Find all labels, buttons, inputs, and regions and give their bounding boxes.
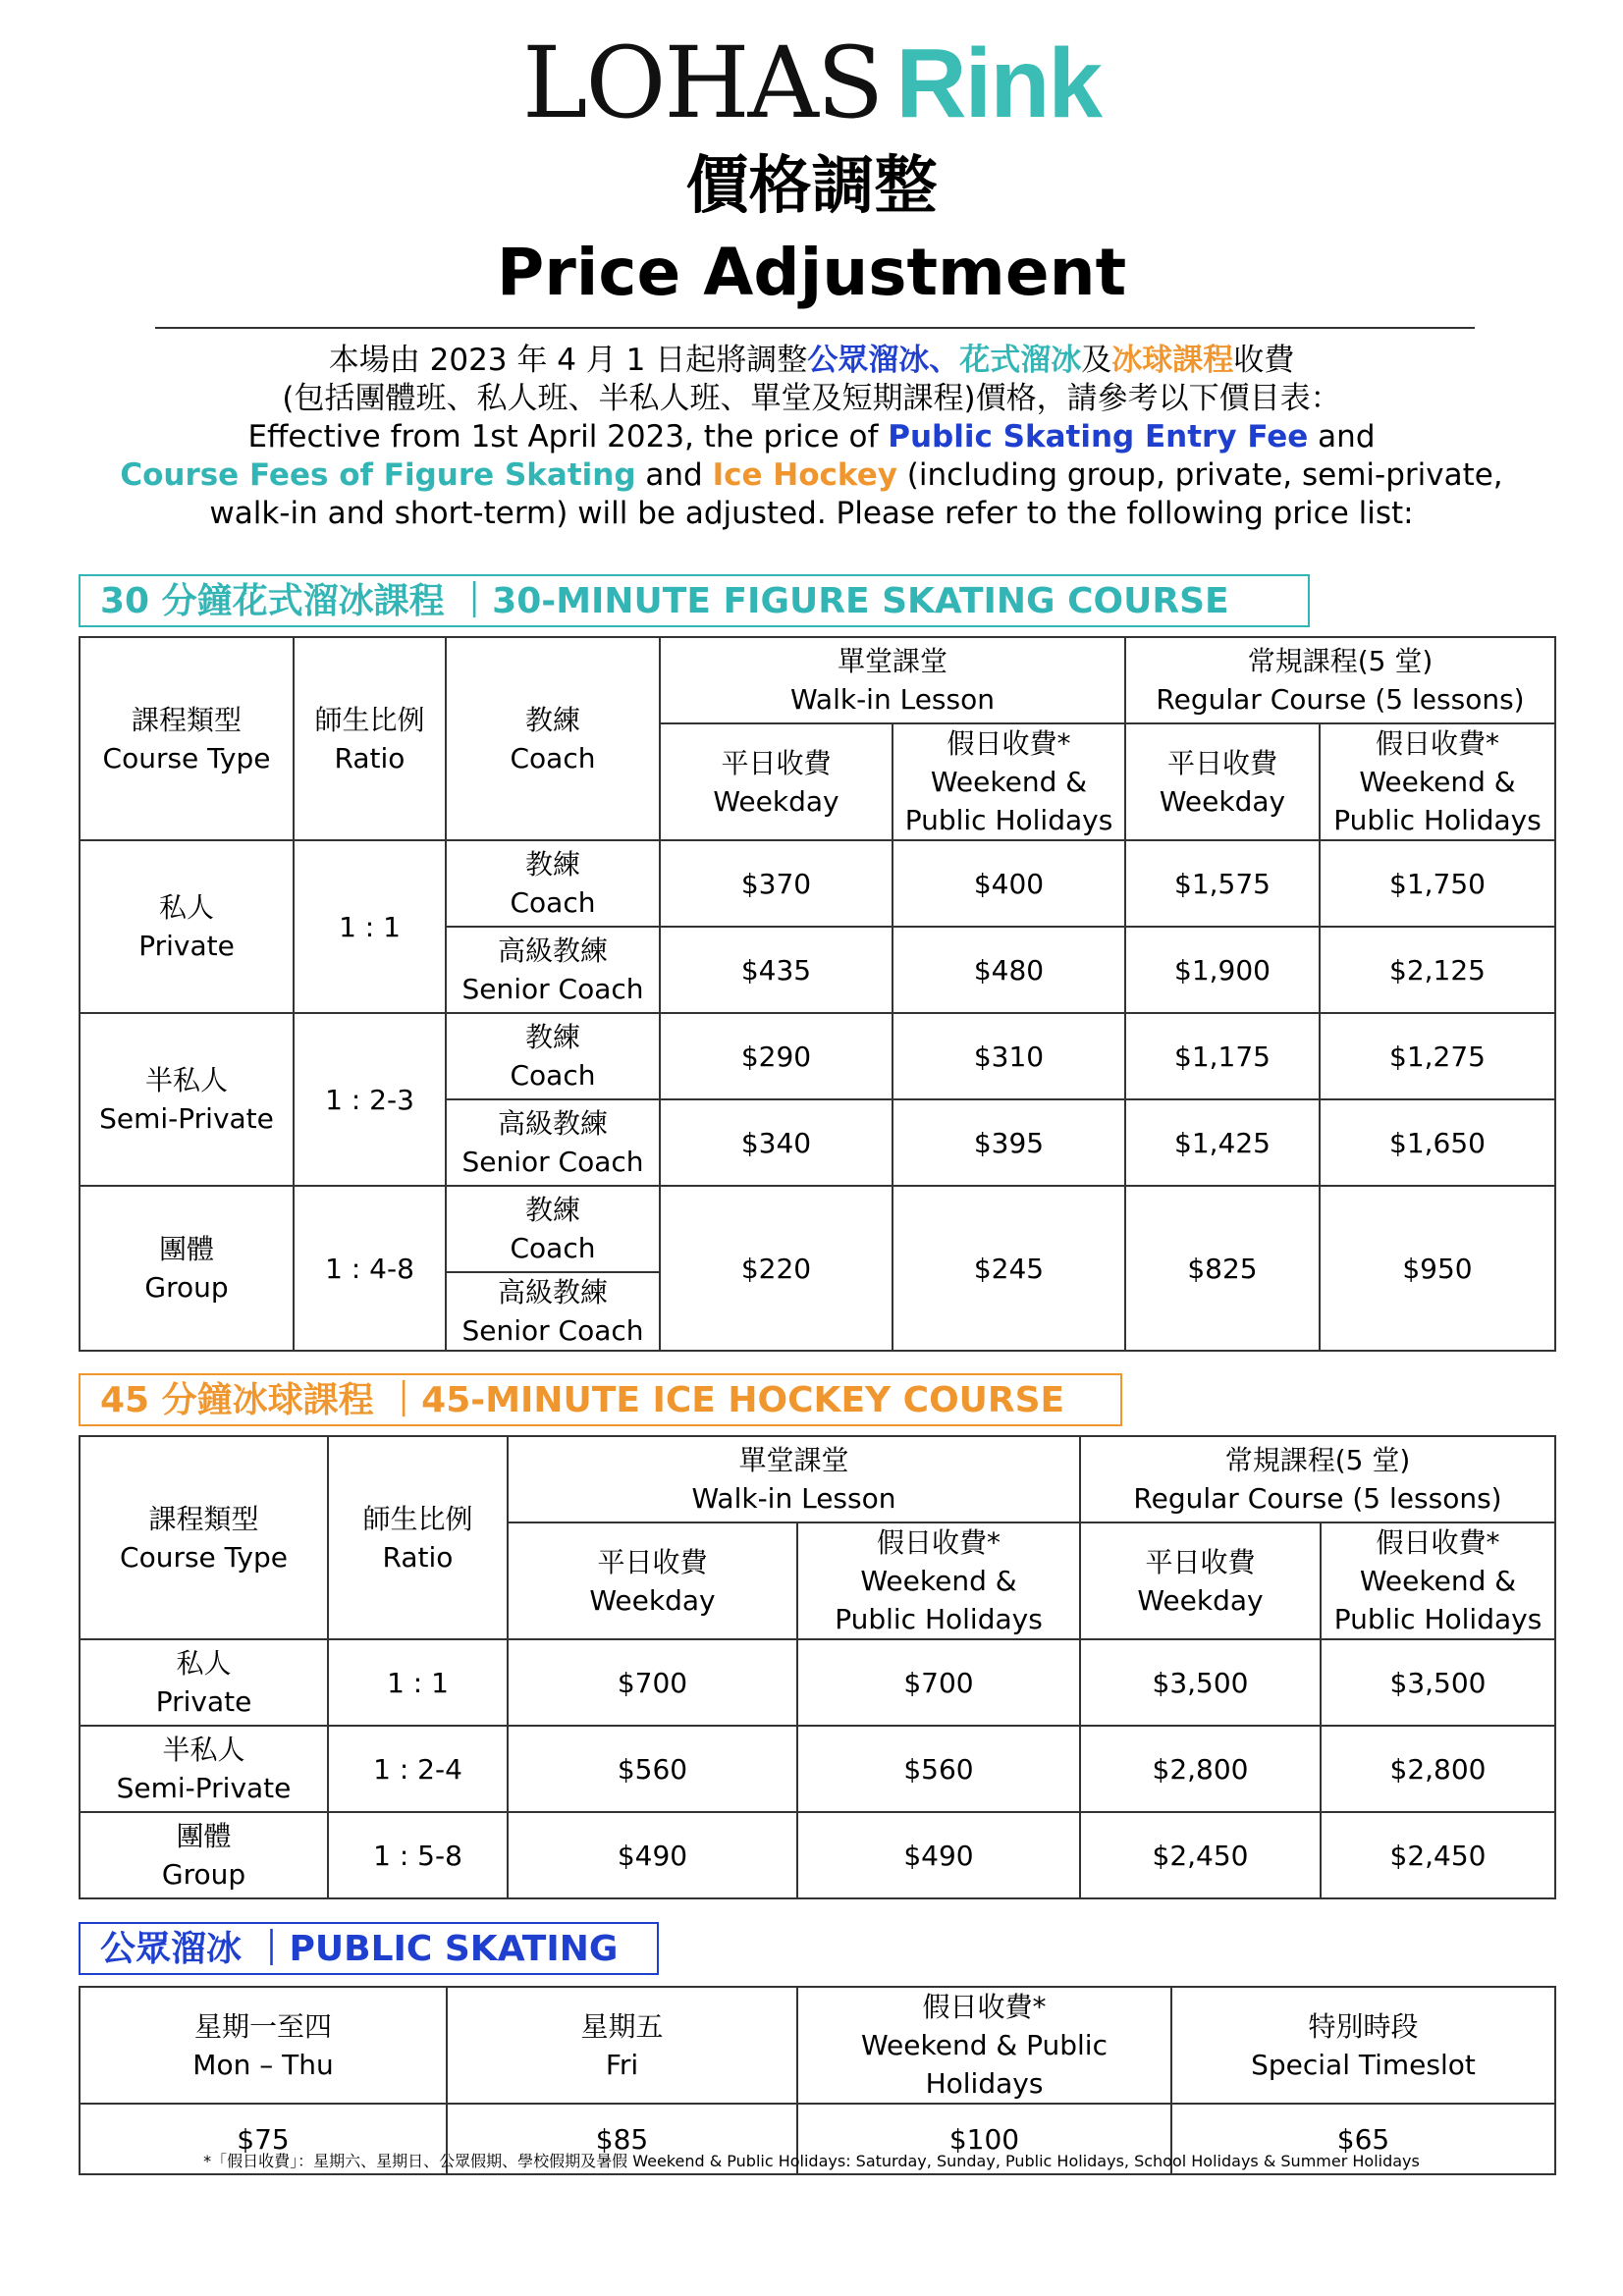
header-ratio xyxy=(328,1436,508,1639)
private-en: Private xyxy=(138,930,235,962)
title-divider xyxy=(155,327,1475,329)
group-en: Group xyxy=(144,1271,229,1304)
header-weekday xyxy=(1080,1522,1321,1639)
header-weekday-zh: 平日收費 xyxy=(1166,746,1277,779)
price-cell: $2,450 xyxy=(1321,1812,1555,1898)
header-weekday-zh: 平日收費 xyxy=(1145,1545,1256,1578)
special-zh: 特別時段 xyxy=(1308,2009,1419,2043)
row-private xyxy=(80,840,294,1013)
logo-lohas-text: LOHAS xyxy=(521,26,883,140)
group-zh: 團體 xyxy=(158,1233,214,1265)
price-cell: $3,500 xyxy=(1080,1639,1321,1726)
price-cell: $560 xyxy=(797,1726,1080,1812)
price-cell: $560 xyxy=(508,1726,797,1812)
intro-en-hockey: Ice Hockey xyxy=(712,457,897,493)
price-cell: $100 xyxy=(797,2104,1171,2174)
ratio-cell: 1 : 1 xyxy=(328,1639,508,1726)
intro-en-public: Public Skating Entry Fee xyxy=(888,419,1309,454)
ratio-cell: 1 : 2-3 xyxy=(294,1013,446,1186)
price-cell: $395 xyxy=(893,1099,1125,1186)
price-cell: $700 xyxy=(508,1639,797,1726)
ratio-cell: 1 : 4-8 xyxy=(294,1186,446,1351)
header-regular-zh: 常規課程(5 堂) xyxy=(1224,1444,1411,1476)
price-cell: $220 xyxy=(660,1186,893,1351)
coach-cell xyxy=(446,1186,660,1272)
row-private xyxy=(80,1639,328,1726)
price-cell: $490 xyxy=(797,1812,1080,1898)
mon-thu-zh: 星期一至四 xyxy=(193,2009,332,2043)
price-cell: $310 xyxy=(893,1013,1125,1099)
price-cell: $2,800 xyxy=(1080,1726,1321,1812)
header-holiday xyxy=(1321,1522,1555,1639)
holiday-zh: 假日收費* xyxy=(922,1991,1047,2023)
header-coach-zh: 教練 xyxy=(524,703,580,736)
special-en: Special Timeslot xyxy=(1251,2048,1476,2081)
intro-en-and2: and xyxy=(635,457,713,493)
header-regular xyxy=(1125,637,1555,723)
section-title-ice-hockey: 45 分鐘冰球課程 ｜45-MINUTE ICE HOCKEY COURSE xyxy=(79,1373,1122,1426)
price-cell: $75 xyxy=(80,2104,447,2174)
coach-zh: 教練 xyxy=(524,1021,580,1053)
header-weekday-en: Weekday xyxy=(713,784,839,818)
intro-en-pre: Effective from 1st April 2023, the price of xyxy=(247,419,889,454)
semi-en: Semi-Private xyxy=(99,1102,274,1135)
price-cell: $1,175 xyxy=(1125,1013,1320,1099)
price-cell: $1,425 xyxy=(1125,1099,1320,1186)
price-cell: $290 xyxy=(660,1013,893,1099)
intro-en-post: (including group, private, semi-private, walk-in and short-term) will be adjusted. Please refer to the following price list: xyxy=(209,457,1503,531)
row-group xyxy=(80,1186,294,1351)
fri-zh: 星期五 xyxy=(580,2009,664,2043)
private-zh: 私人 xyxy=(176,1647,232,1680)
price-cell: $370 xyxy=(660,840,893,927)
header-walkin-en: Walk-in Lesson xyxy=(790,683,995,716)
senior-zh: 高級教練 xyxy=(497,1276,608,1308)
fri-en: Fri xyxy=(605,2048,639,2081)
ratio-cell: 1 : 5-8 xyxy=(328,1812,508,1898)
header-weekday xyxy=(1125,723,1320,840)
intro-zh-line2: (包括團體班、私人班、半私人班、單堂及短期課程)價格，請參考以下價目表： xyxy=(282,381,1341,416)
semi-zh: 半私人 xyxy=(144,1064,228,1096)
price-cell: $490 xyxy=(508,1812,797,1898)
holiday-en: Weekend & Public Holidays xyxy=(861,2029,1108,2100)
header-coach-en: Coach xyxy=(510,741,596,774)
header-holiday-zh: 假日收費* xyxy=(876,1526,1001,1559)
price-cell: $3,500 xyxy=(1321,1639,1555,1726)
header-holiday-zh: 假日收費* xyxy=(1375,727,1499,760)
header-holiday-en1: Weekend & xyxy=(1359,766,1516,798)
header-fri xyxy=(447,1987,797,2104)
intro-zh-line1 xyxy=(79,342,1544,380)
intro-zh-figure: 花式溜冰 xyxy=(959,343,1082,378)
price-cell: $435 xyxy=(660,927,893,1013)
senior-en: Senior Coach xyxy=(461,973,644,1005)
header-weekday-zh: 平日收費 xyxy=(597,1545,708,1578)
header-ratio-zh: 師生比例 xyxy=(314,703,425,736)
group-en: Group xyxy=(161,1858,246,1891)
senior-en: Senior Coach xyxy=(461,1314,644,1347)
header-holiday xyxy=(797,1987,1171,2104)
price-cell: $2,450 xyxy=(1080,1812,1321,1898)
intro-zh-sep: 、 xyxy=(929,343,960,378)
price-cell: $1,900 xyxy=(1125,927,1320,1013)
figure-skating-price-table xyxy=(79,636,1556,1352)
header-course-type-en: Course Type xyxy=(102,741,271,774)
price-cell: $400 xyxy=(893,840,1125,927)
senior-coach-cell xyxy=(446,927,660,1013)
header-walkin-zh: 單堂課堂 xyxy=(738,1444,849,1476)
header-ratio-en: Ratio xyxy=(334,741,406,774)
price-cell: $2,800 xyxy=(1321,1726,1555,1812)
intro-en-figure: Course Fees of Figure Skating xyxy=(120,457,636,493)
semi-en: Semi-Private xyxy=(116,1772,292,1804)
header-holiday xyxy=(893,723,1125,840)
private-zh: 私人 xyxy=(158,891,214,924)
private-en: Private xyxy=(155,1685,252,1718)
price-cell: $2,125 xyxy=(1320,927,1555,1013)
header-regular xyxy=(1080,1436,1555,1522)
header-holiday-zh: 假日收費* xyxy=(947,727,1071,760)
header-holiday xyxy=(797,1522,1080,1639)
header-course-type-en: Course Type xyxy=(120,1540,288,1574)
section-title-figure-skating: 30 分鐘花式溜冰課程 ｜30-MINUTE FIGURE SKATING COURSE xyxy=(79,574,1310,627)
price-cell: $1,575 xyxy=(1125,840,1320,927)
senior-zh: 高級教練 xyxy=(497,1107,608,1140)
price-cell: $1,275 xyxy=(1320,1013,1555,1099)
coach-en: Coach xyxy=(510,886,596,919)
price-cell: $950 xyxy=(1320,1186,1555,1351)
header-holiday-zh: 假日收費* xyxy=(1376,1526,1500,1559)
coach-cell xyxy=(446,1013,660,1099)
price-cell: $1,750 xyxy=(1320,840,1555,927)
header-ratio-en: Ratio xyxy=(382,1540,454,1574)
header-holiday-en2: Public Holidays xyxy=(904,804,1113,836)
row-semi-private xyxy=(80,1726,328,1812)
senior-coach-cell xyxy=(446,1099,660,1186)
row-semi-private xyxy=(80,1013,294,1186)
intro-en-and: and xyxy=(1308,419,1376,454)
ratio-cell: 1 : 1 xyxy=(294,840,446,1013)
intro-zh-hockey: 冰球課程 xyxy=(1111,343,1234,378)
coach-en: Coach xyxy=(510,1059,596,1092)
coach-en: Coach xyxy=(510,1232,596,1264)
intro-paragraph xyxy=(79,342,1544,533)
header-course-type-zh: 課程類型 xyxy=(148,1502,259,1535)
semi-zh: 半私人 xyxy=(162,1734,245,1766)
header-weekday-en: Weekday xyxy=(1137,1583,1264,1617)
header-holiday-en2: Public Holidays xyxy=(1333,804,1542,836)
header-weekday-en: Weekday xyxy=(589,1583,716,1617)
lohas-rink-logo xyxy=(0,26,1623,140)
header-weekday-zh: 平日收費 xyxy=(721,746,832,779)
header-walkin-zh: 單堂課堂 xyxy=(837,645,947,677)
intro-zh-pre: 本場由 2023 年 4 月 1 日起將調整 xyxy=(328,343,808,378)
intro-zh-public: 公眾溜冰 xyxy=(807,343,930,378)
price-cell: $85 xyxy=(447,2104,797,2174)
header-weekday xyxy=(508,1522,797,1639)
header-walkin-en: Walk-in Lesson xyxy=(691,1482,896,1515)
price-cell: $65 xyxy=(1171,2104,1555,2174)
header-coach xyxy=(446,637,660,840)
header-regular-en: Regular Course (5 lessons) xyxy=(1133,1482,1502,1515)
coach-zh: 教練 xyxy=(524,848,580,881)
senior-en: Senior Coach xyxy=(461,1146,644,1178)
coach-cell xyxy=(446,840,660,927)
header-holiday xyxy=(1320,723,1555,840)
header-walkin xyxy=(660,637,1125,723)
header-holiday-en2: Public Holidays xyxy=(835,1603,1043,1635)
header-special xyxy=(1171,1987,1555,2104)
price-cell: $480 xyxy=(893,927,1125,1013)
price-cell: $340 xyxy=(660,1099,893,1186)
intro-en xyxy=(79,418,1544,533)
intro-zh-and: 及 xyxy=(1081,343,1112,378)
group-zh: 團體 xyxy=(176,1820,232,1852)
coach-zh: 教練 xyxy=(524,1194,580,1226)
price-cell: $825 xyxy=(1125,1186,1320,1351)
header-holiday-en1: Weekend & xyxy=(860,1565,1017,1597)
header-holiday-en1: Weekend & xyxy=(930,766,1088,798)
price-cell: $245 xyxy=(893,1186,1125,1351)
mon-thu-en: Mon – Thu xyxy=(192,2048,334,2081)
ratio-cell: 1 : 2-4 xyxy=(328,1726,508,1812)
header-ratio xyxy=(294,637,446,840)
header-holiday-en1: Weekend & xyxy=(1359,1565,1517,1597)
price-cell: $700 xyxy=(797,1639,1080,1726)
header-ratio-zh: 師生比例 xyxy=(362,1502,473,1535)
section-title-public-skating: 公眾溜冰 ｜PUBLIC SKATING xyxy=(79,1922,659,1975)
public-skating-price-table xyxy=(79,1986,1556,2175)
senior-coach-cell xyxy=(446,1272,660,1351)
senior-zh: 高級教練 xyxy=(497,934,608,967)
header-walkin xyxy=(508,1436,1080,1522)
page-title-zh: 價格調整 xyxy=(685,150,938,223)
header-mon-thu xyxy=(80,1987,447,2104)
header-regular-en: Regular Course (5 lessons) xyxy=(1156,683,1525,716)
header-course-type-zh: 課程類型 xyxy=(131,703,242,736)
header-weekday-en: Weekday xyxy=(1159,784,1286,818)
footnote: *「假日收費」：星期六、星期日、公眾假期、學校假期及暑假 Weekend & Public Holidays: Saturday, Sunday, Public Holidays, School Holidays & Summer Holidays xyxy=(203,2152,1420,2170)
header-weekday xyxy=(660,723,893,840)
price-cell: $1,650 xyxy=(1320,1099,1555,1186)
row-group xyxy=(80,1812,328,1898)
intro-zh-fee: 收費 xyxy=(1233,343,1295,378)
logo-rink-text: Rink xyxy=(895,28,1102,138)
page-title-en: Price Adjustment xyxy=(496,235,1127,310)
header-regular-zh: 常規課程(5 堂) xyxy=(1247,645,1434,677)
header-holiday-en2: Public Holidays xyxy=(1333,1603,1542,1635)
ice-hockey-price-table xyxy=(79,1435,1556,1899)
header-course-type xyxy=(80,1436,328,1639)
header-course-type xyxy=(80,637,294,840)
